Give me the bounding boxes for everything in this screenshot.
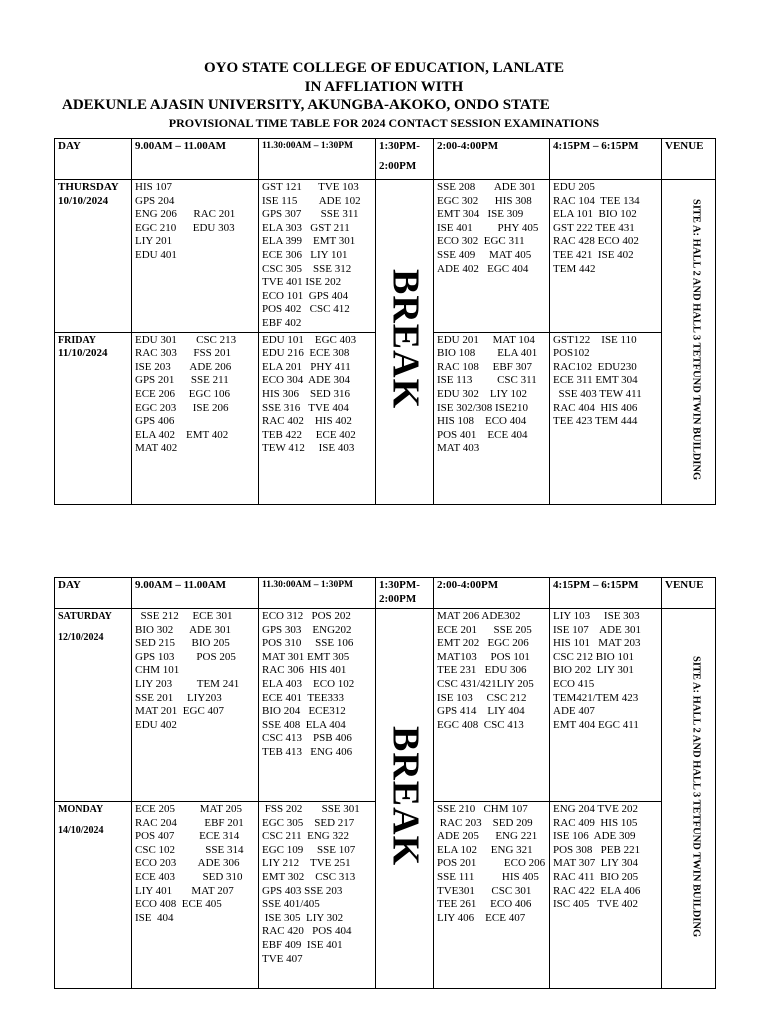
header-slot3: 2:00-4:00PM xyxy=(434,578,550,609)
header-slot2: 11.30:00AM – 1:30PM xyxy=(259,578,376,609)
header-day: DAY xyxy=(55,578,132,609)
course-list: EDU 301 CSC 213 RAC 303 FSS 201 ISE 203 ADE 206 GPS 201 SSE 211 ECE 206 EGC 106 EGC 203 ISE 206 GPS 406 ELA 402 EMT 402 MAT 402 xyxy=(135,333,237,455)
slot4-cell xyxy=(550,180,662,333)
slot1-cell xyxy=(132,802,259,989)
slot3-cell xyxy=(434,332,550,504)
break-cell xyxy=(376,609,434,989)
header-break-start: 1:30PM- xyxy=(379,579,420,591)
header-slot4: 4:15PM – 6:15PM xyxy=(550,139,662,180)
slot4-cell xyxy=(550,609,662,802)
day-cell-monday xyxy=(55,802,132,989)
course-list: SSE 210 CHM 107 RAC 203 SED 209 ADE 205 ENG 221 ELA 102 ENG 321 POS 201 ECO 206 SSE 111 HIS 405 TVE301 CSC 301 TEE 261 ECO 406 LIY 406 ECE 407 xyxy=(437,803,546,924)
course-list: ENG 204 TVE 202 RAC 409 HIS 105 ISE 106 ADE 309 POS 308 PEB 221 MAT 307 LIY 304 RAC 411 BIO 205 RAC 422 ELA 406 ISC 405 TVE 402 xyxy=(553,803,641,911)
university-title: ADEKUNLE AJASIN UNIVERSITY, AKUNGBA-AKOKO, ONDO STATE xyxy=(62,97,550,113)
slot3-cell xyxy=(434,802,550,989)
header-slot1: 9.00AM – 11.00AM xyxy=(132,578,259,609)
slot1-cell xyxy=(132,180,259,333)
course-list: FSS 202 SSE 301 EGC 305 SED 217 CSC 211 ENG 322 EGC 109 SSE 107 LIY 212 TVE 251 EMT 302 CSC 313 GPS 403 SSE 203 SSE 401/405 ISE 305 LIY 302 RAC 420 POS 404 EBF 409 ISE 401 TVE 407 xyxy=(262,803,360,965)
course-list: SSE 208 ADE 301 EGC 302 HIS 308 EMT 304 ISE 309 ISE 401 PHY 405 ECO 302 EGC 311 SSE 409 MAT 405 ADE 402 EGC 404 xyxy=(437,181,539,275)
slot1-cell xyxy=(132,609,259,802)
header-break-end: 2:00PM xyxy=(379,159,417,172)
break-cell xyxy=(376,180,434,505)
header-break xyxy=(376,139,434,180)
slot1-cell xyxy=(132,332,259,504)
header-slot2: 11.30:00AM – 1:30PM xyxy=(259,139,376,180)
course-list: HIS 107 GPS 204 ENG 206 RAC 201 EGC 210 EDU 303 LIY 201 EDU 401 xyxy=(135,181,236,261)
day-cell-friday xyxy=(55,332,132,504)
day-cell-saturday xyxy=(55,609,132,802)
slot2-cell xyxy=(259,180,376,333)
slot3-cell xyxy=(434,609,550,802)
day-name: THURSDAY xyxy=(58,181,119,193)
header-slot4: 4:15PM – 6:15PM xyxy=(550,578,662,609)
college-title: OYO STATE COLLEGE OF EDUCATION, LANLATE xyxy=(203,60,565,76)
header-venue: VENUE xyxy=(662,139,716,180)
slot3-cell xyxy=(434,180,550,333)
venue-label: SITE A: HALL 2 AND HALL 3 TETFUND TWIN BUILDING xyxy=(690,198,702,481)
venue-cell xyxy=(662,180,716,505)
course-list: SSE 212 ECE 301 BIO 302 ADE 301 SED 215 BIO 205 GPS 103 POS 205 CHM 101 LIY 203 TEM 241 SSE 201 LIY203 MAT 201 EGC 407 EDU 402 xyxy=(135,610,240,731)
affiliation-line: IN AFFLIATION WITH xyxy=(304,79,464,95)
day-name: FRIDAY xyxy=(58,334,96,346)
day-date: 10/10/2024 xyxy=(58,194,109,207)
venue-label: SITE A: HALL 2 AND HALL 3 TETFUND TWIN BUILDING xyxy=(690,655,702,937)
header-day: DAY xyxy=(55,139,132,180)
timetable-subtitle: PROVISIONAL TIME TABLE FOR 2024 CONTACT SESSION EXAMINATIONS xyxy=(168,116,600,130)
timetable-week-2 xyxy=(54,577,716,989)
course-list: MAT 206 ADE302 ECE 201 SSE 205 EMT 202 EGC 206 MAT103 POS 101 TEE 231 EDU 306 CSC 431/421LIY 205 ISE 103 CSC 212 GPS 414 LIY 404 EGC 408 CSC 413 xyxy=(437,610,534,731)
break-label: BREAK xyxy=(384,269,427,410)
day-date: 11/10/2024 xyxy=(58,347,108,360)
break-label: BREAK xyxy=(384,726,427,867)
header-slot1: 9.00AM – 11.00AM xyxy=(132,139,259,180)
slot2-cell xyxy=(259,609,376,802)
header-break-start: 1:30PM- xyxy=(379,140,420,152)
course-list: ECO 312 POS 202 GPS 303 ENG202 POS 310 SSE 106 MAT 301 EMT 305 RAC 306 HIS 401 ELA 403 ECO 102 ECE 401 TEE333 BIO 204 ECE312 SSE 408 ELA 404 CSC 413 PSB 406 TEB 413 ENG 406 xyxy=(262,610,355,758)
header-break-end: 2:00PM xyxy=(379,592,417,605)
course-list: EDU 101 EGC 403 EDU 216 ECE 308 ELA 201 PHY 411 ECO 304 ADE 304 HIS 306 SED 316 SSE 316 TVE 404 RAC 402 HIS 402 TEB 422 ECE 402 TEW 412 ISE 403 xyxy=(262,333,357,455)
slot4-cell xyxy=(550,332,662,504)
course-list: LIY 103 ISE 303 ISE 107 ADE 301 HIS 101 MAT 203 CSC 212 BIO 101 BIO 202 LIY 301 ECO 415 TEM421/TEM 423 ADE 407 EMT 404 EGC 411 xyxy=(553,610,641,731)
timetable-week-1 xyxy=(54,138,716,505)
day-name: MONDAY xyxy=(58,804,104,815)
day-date: 12/10/2024 xyxy=(58,631,104,643)
header-break xyxy=(376,578,434,609)
course-list: GST 121 TVE 103 ISE 115 ADE 102 GPS 307 SSE 311 ELA 303 GST 211 ELA 399 EMT 301 ECE 306 LIY 101 CSC 305 SSE 312 TVE 401 ISE 202 ECO 101 GPS 404 POS 402 CSC 412 EBF 402 xyxy=(262,181,361,329)
course-list: ECE 205 MAT 205 RAC 204 EBF 201 POS 407 ECE 314 CSC 102 SSE 314 ECO 203 ADE 306 ECE 403 SED 310 LIY 401 MAT 207 ECO 408 ECE 405 ISE 404 xyxy=(135,803,244,924)
header-slot3: 2:00-4:00PM xyxy=(434,139,550,180)
header-venue: VENUE xyxy=(662,578,716,609)
course-list: GST122 ISE 110 POS102 RAC102 EDU230 ECE 311 EMT 304 SSE 403 TEW 411 RAC 404 HIS 406 TEE 423 TEM 444 xyxy=(553,333,642,428)
slot2-cell xyxy=(259,802,376,989)
day-cell-thursday xyxy=(55,180,132,333)
slot4-cell xyxy=(550,802,662,989)
course-list: EDU 201 MAT 104 BIO 108 ELA 401 RAC 108 EBF 307 ISE 113 CSC 311 EDU 302 LIY 102 ISE 302/308 ISE210 HIS 108 ECO 404 POS 401 ECE 404 MAT 403 xyxy=(437,333,538,455)
slot2-cell xyxy=(259,332,376,504)
course-list: EDU 205 RAC 104 TEE 134 ELA 101 BIO 102 GST 222 TEE 431 RAC 428 ECO 402 TEE 421 ISE 402 TEM 442 xyxy=(553,181,640,275)
day-date: 14/10/2024 xyxy=(58,824,104,836)
day-name: SATURDAY xyxy=(58,611,112,622)
venue-cell xyxy=(662,609,716,989)
